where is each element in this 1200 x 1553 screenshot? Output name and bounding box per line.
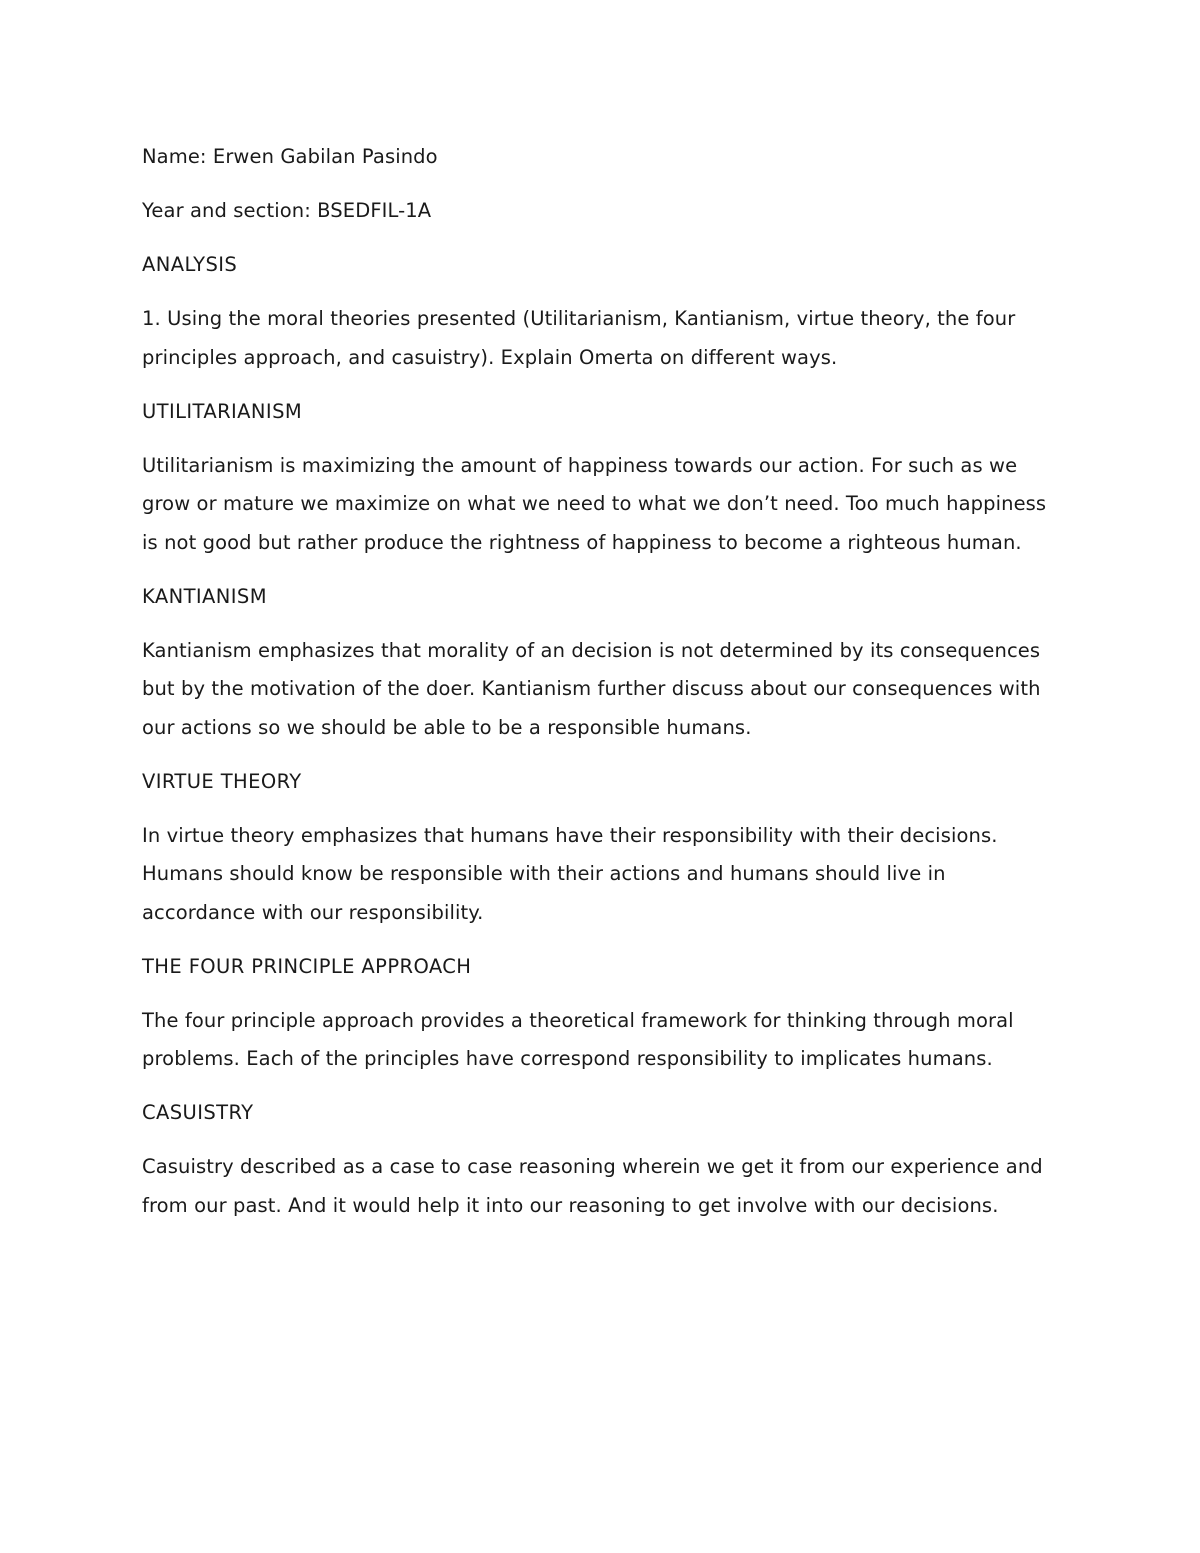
section-body-casuistry: Casuistry described as a case to case reasoning wherein we get it from our experience and from our past. And it would help it into our reasoning to get involve with our decisions. (142, 1155, 1043, 1217)
section-heading-casuistry: CASUISTRY (142, 1101, 254, 1124)
section-body-utilitarianism: Utilitarianism is maximizing the amount of happiness towards our action. For such as we grow or mature we maximize on what we need to what we don’t need. Too much happiness is not good but rather produce the rightness of happiness to become a righteous human. (142, 453, 1047, 554)
section-body-kantianism: Kantianism emphasizes that morality of an decision is not determined by its consequences but by the motivation of the doer. Kantianism further discuss about our consequences with our actions so we should be able to be a responsible humans. (142, 638, 1041, 739)
section-heading-four-principle-approach: THE FOUR PRINCIPLE APPROACH (142, 954, 472, 978)
student-name: Name: Erwen Gabilan Pasindo (142, 145, 438, 168)
section-body-four-principle-approach: The four principle approach provides a theoretical framework for thinking through moral problems. Each of the principles have correspond responsibility to implicates humans. (142, 1008, 1014, 1070)
question-text: 1. Using the moral theories presented (Utilitarianism, Kantianism, virtue theory, the four principles approach, and casuistry). Explain Omerta on different ways. (142, 307, 1016, 369)
section-heading-kantianism: KANTIANISM (142, 584, 267, 608)
section-body-virtue-theory: In virtue theory emphasizes that humans have their responsibility with their decisions. Humans should know be responsible with their actions and humans should live in accordance with our responsibility. (142, 823, 998, 924)
year-and-section: Year and section: BSEDFIL-1A (142, 199, 432, 222)
document-body (142, 138, 1062, 1241)
section-heading-virtue-theory: VIRTUE THEORY (142, 769, 302, 793)
section-heading-utilitarianism: UTILITARIANISM (142, 399, 303, 423)
analysis-heading: ANALYSIS (142, 253, 238, 276)
